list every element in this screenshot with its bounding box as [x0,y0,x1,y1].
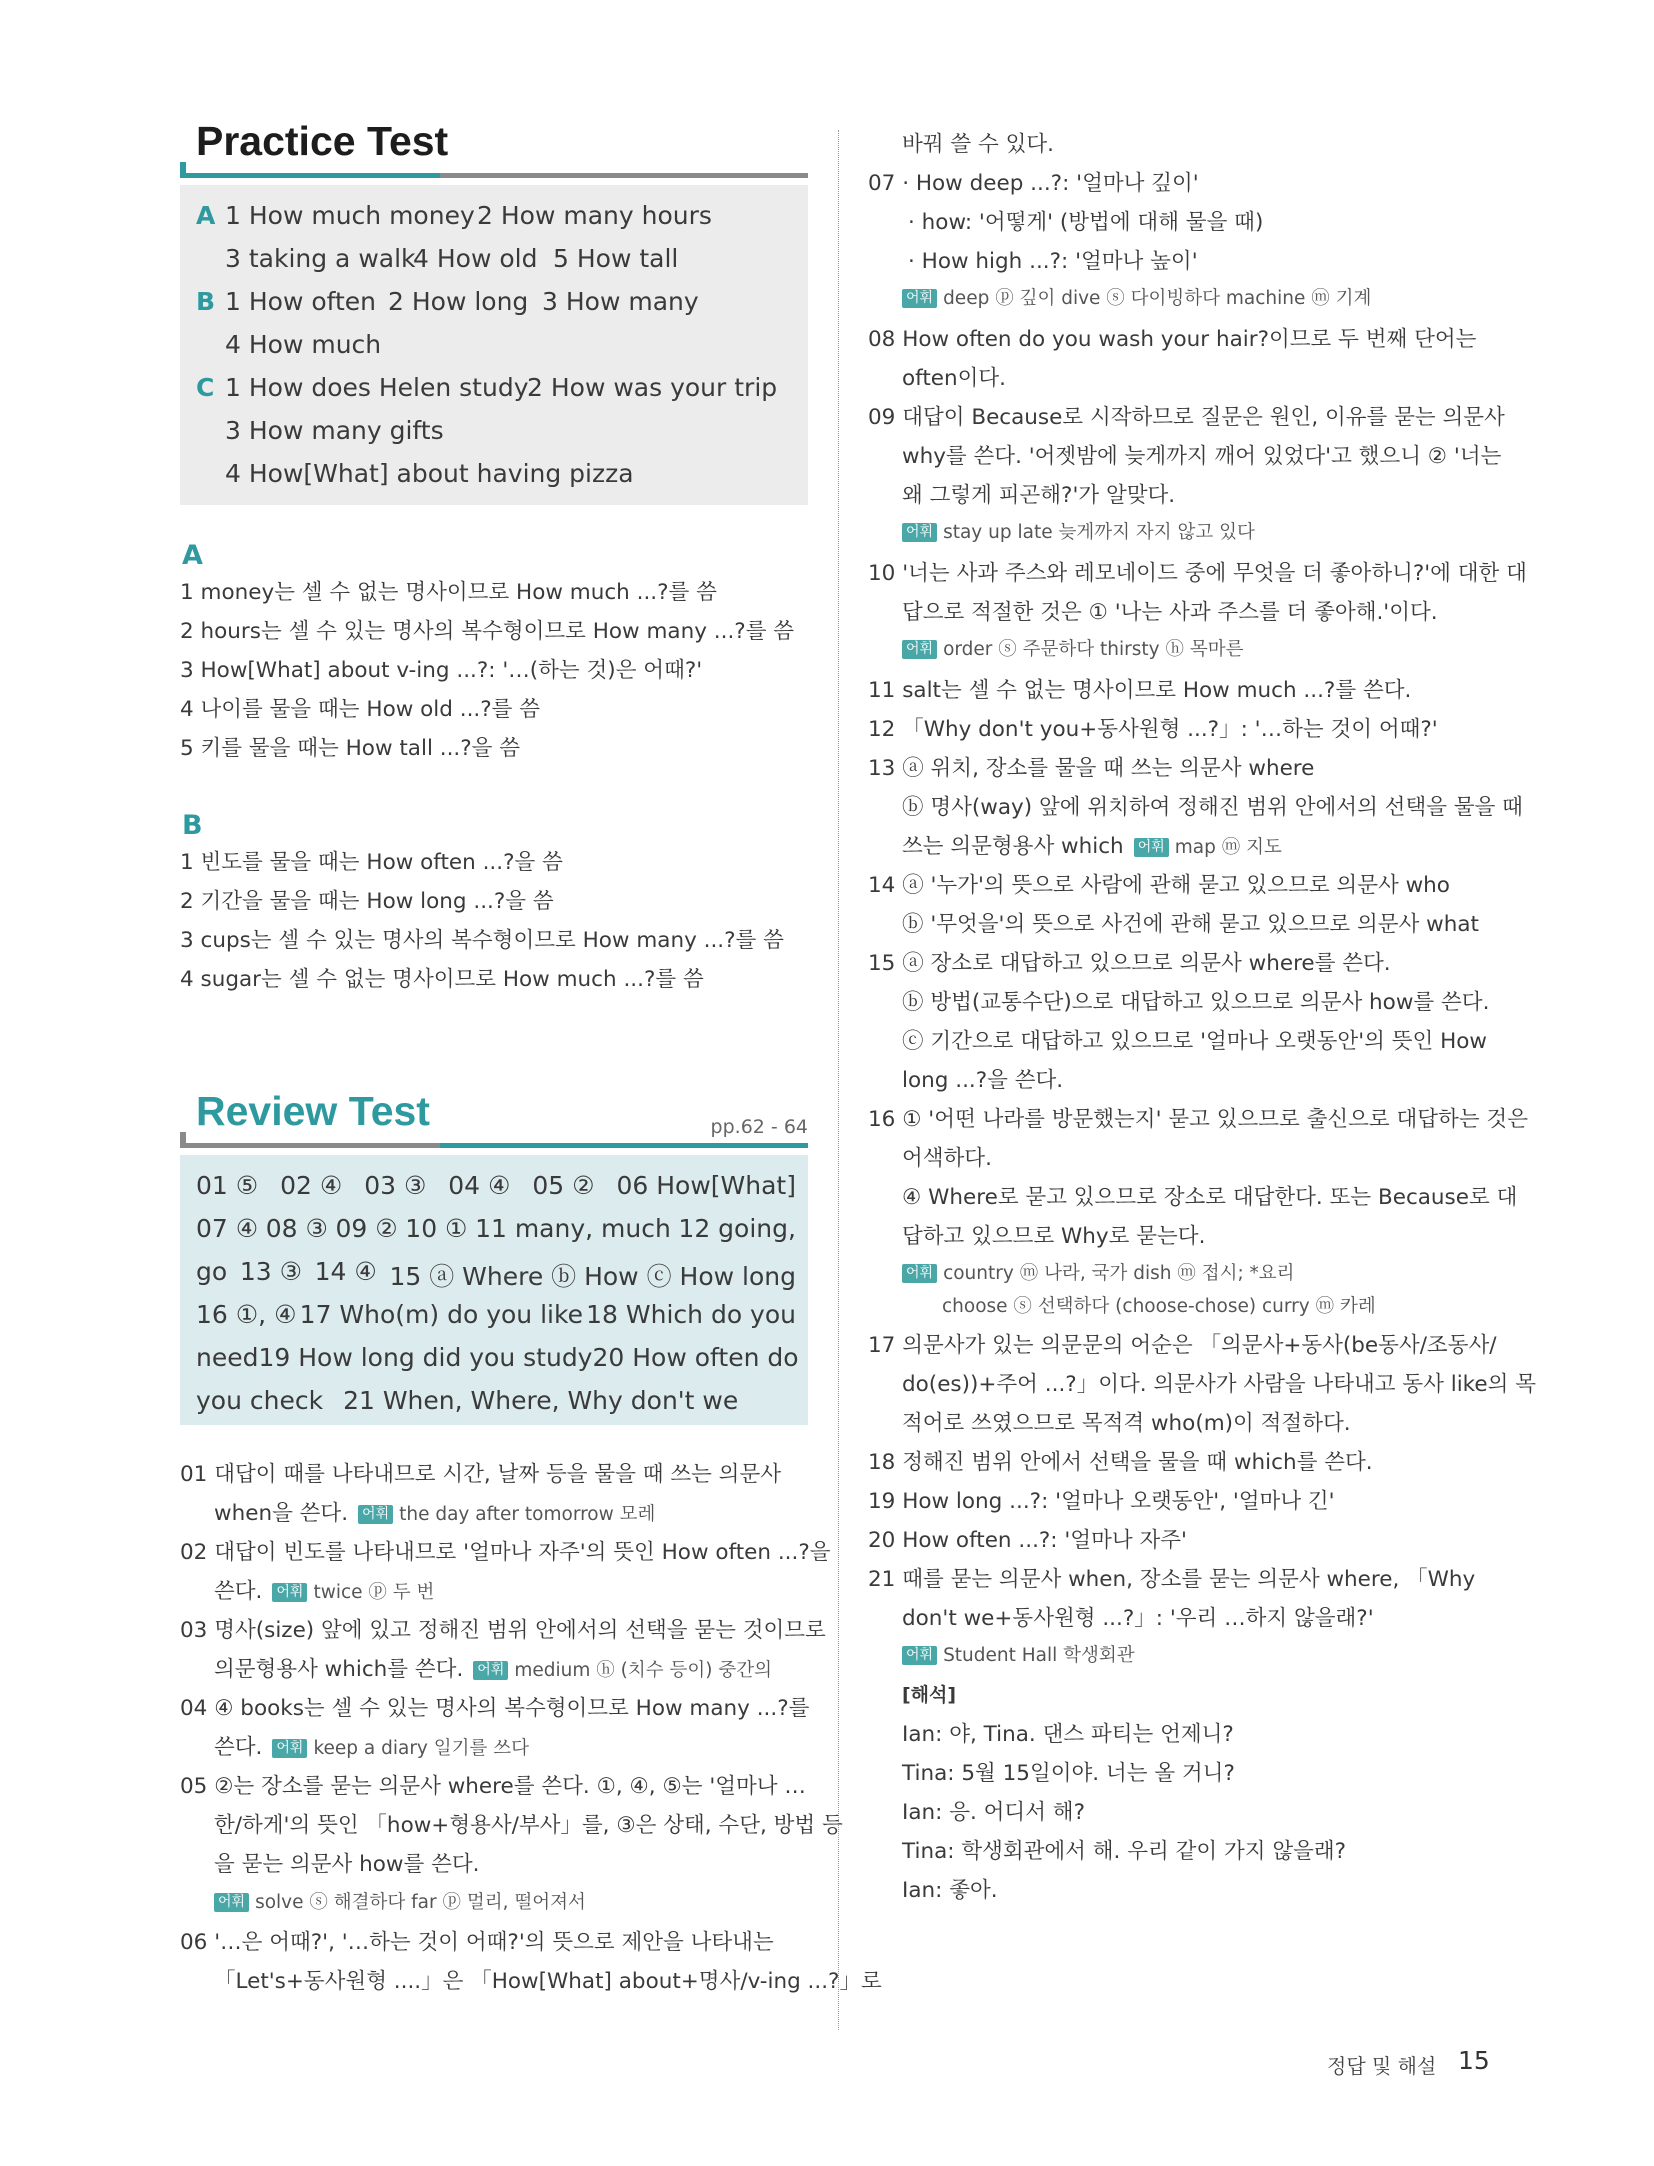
dialogue-line: Ian: 응. 어디서 해? [902,1800,1085,1825]
answer-item: go [196,1257,228,1286]
vocab-note [902,1259,1295,1289]
explanation-line [214,1572,434,1611]
vocab-tag: 어휘 [902,640,937,659]
explanation-line: 07 · How deep ...?: '얼마나 깊이' [868,171,1199,196]
vocab-text: country ⓜ 나라, 국가 dish ⓜ 접시; *요리 [943,1263,1295,1284]
vocab-note [272,1582,434,1603]
explanation-line: ④ Where로 묻고 있으므로 장소로 대답한다. 또는 Because로 대 [902,1185,1518,1210]
explanation-heading-a: A [182,540,203,571]
vocab-text: order ⓢ 주문하다 thirsty ⓗ 목마른 [943,639,1244,660]
explanation-line: 한/하게'의 뜻인 「how+형용사/부사」를, ③은 상태, 수단, 방법 등 [214,1813,843,1838]
explanation-line: 03 명사(size) 앞에 있고 정해진 범위 안에서의 선택을 묻는 것이므로 [180,1618,826,1643]
explanation-line: · how: '어떻게' (방법에 대해 물을 때) [908,210,1264,235]
dialogue-line: Ian: 좋아. [902,1878,998,1903]
answer-item: 04 ④ [448,1171,511,1200]
explanation-line: 09 대답이 Because로 시작하므로 질문은 원인, 이유를 묻는 의문사 [868,405,1505,430]
explanation-line: 답으로 적절한 것은 ① '나는 사과 주스를 더 좋아해.'이다. [902,600,1438,625]
title-underline-gray [440,173,808,178]
answer-item: 5 How tall [553,244,679,273]
vocab-note [272,1738,529,1759]
vocab-text: stay up late 늦게까지 자지 않고 있다 [943,522,1255,543]
explanation-line: 을 묻는 의문사 how를 쓴다. [214,1852,480,1877]
explanation-line: often이다. [902,366,1007,391]
footer-section-label: 정답 및 해설 [1327,2054,1437,2078]
vocab-tag: 어휘 [902,523,937,542]
explanation-line: 08 How often do you wash your hair?이므로 두 번째 단어는 [868,327,1477,352]
explanation-line: 왜 그렇게 피곤해?'가 알맞다. [902,483,1176,508]
answer-item: 4 How much [225,330,382,359]
vocab-text: map ⓜ 지도 [1174,837,1282,858]
vocab-note [214,1888,586,1918]
answer-section-label-a: A [196,201,216,230]
answer-item: 1 How does Helen study [225,373,529,402]
explanation-line: 04 ④ books는 셀 수 있는 명사의 복수형이므로 How many ...?를 [180,1696,810,1721]
explanation-line: 18 정해진 범위 안에서 선택을 물을 때 which를 쓴다. [868,1450,1373,1475]
explanation-text: 의문형용사 which를 쓴다. [214,1657,464,1682]
explanation-line: 17 의문사가 있는 의문문의 어순은 「의문사+동사(be동사/조동사/ [868,1333,1497,1358]
explanation-line: 4 나이를 물을 때는 How old ...?를 씀 [180,697,541,722]
vocab-note [902,635,1243,665]
page-number: 15 [1458,2046,1490,2075]
answer-item: 19 How long did you study [258,1343,593,1372]
explanation-line: 3 cups는 셀 수 있는 명사의 복수형이므로 How many ...?를 씀 [180,928,784,953]
title-underline-gray-left [180,1143,440,1148]
answer-item: 01 ⑤ [196,1171,259,1200]
explanation-line: do(es))+주어 ...?」이다. 의문사가 사람을 나타내고 동사 like의 목 [902,1372,1536,1397]
dialogue-line: Ian: 야, Tina. 댄스 파티는 언제니? [902,1722,1234,1747]
answer-item: 3 How many [542,287,699,316]
explanation-line: 19 How long ...?: '얼마나 오랫동안', '얼마나 긴' [868,1489,1335,1514]
vocab-note [473,1660,772,1681]
explanation-heading-b: B [182,810,203,841]
vocab-text: twice ⓟ 두 번 [313,1582,435,1603]
vocab-tag: 어휘 [358,1505,393,1524]
dialogue-line: Tina: 5월 15일이야. 너는 올 거니? [902,1761,1235,1786]
vocab-note [902,518,1255,548]
explanation-line [902,827,1282,866]
explanation-line: 적어로 쓰였으므로 목적격 who(m)이 적절하다. [902,1411,1351,1436]
explanation-line: 10 '너는 사과 주스와 레모네이드 중에 무엇을 더 좋아하니?'에 대한 대 [868,561,1527,586]
explanation-line: 13 ⓐ 위치, 장소를 물을 때 쓰는 의문사 where [868,756,1315,781]
vocab-text: Student Hall 학생회관 [943,1645,1135,1666]
explanation-text: 쓰는 의문형용사 which [902,834,1124,859]
vocab-note [1134,837,1282,858]
vocab-tag: 어휘 [272,1583,307,1602]
explanation-line: 02 대답이 빈도를 나타내므로 '얼마나 자주'의 뜻인 How often ...?을 [180,1540,831,1565]
answer-item: 3 How many gifts [225,416,444,445]
vocab-note [902,1641,1135,1671]
explanation-line: 「Let's+동사원형 ....」은 「How[What] about+명사/v-ing ...?」로 [214,1969,882,1994]
explanation-line: ⓑ 방법(교통수단)으로 대답하고 있으므로 의문사 how를 쓴다. [902,990,1490,1015]
vocab-tag: 어휘 [214,1893,249,1912]
explanation-line: 1 money는 셀 수 없는 명사이므로 How much ...?를 씀 [180,580,717,605]
vocab-text: keep a diary 일기를 쓰다 [313,1738,529,1759]
vocab-tag: 어휘 [902,1646,937,1665]
answer-item: need [196,1343,259,1372]
review-answer-line [196,1257,796,1293]
explanation-line: long ...?을 쓴다. [902,1068,1064,1093]
answer-item: 21 When, Where, Why don't we [343,1386,739,1415]
answer-item: 15 ⓐ Where ⓑ How ⓒ How long [389,1262,796,1291]
practice-test-title: Practice Test [196,118,449,164]
explanation-line: 21 때를 묻는 의문사 when, 장소를 묻는 의문사 where, 「Why [868,1567,1476,1592]
explanation-line: 16 ① '어떤 나라를 방문했는지' 묻고 있으므로 출신으로 대답하는 것은 [868,1107,1528,1132]
answer-item: 13 ③ [239,1257,302,1286]
answer-section-label-c: C [196,373,215,402]
explanation-line: 3 How[What] about v-ing ...?: '…(하는 것)은 어때?' [180,658,703,683]
explanation-line: 5 키를 물을 때는 How tall ...?을 씀 [180,736,521,761]
answer-item: 18 Which do you [586,1300,796,1329]
explanation-line: don't we+동사원형 ...?」: '우리 …하지 않을래?' [902,1606,1374,1631]
explanation-line [214,1494,655,1533]
answer-item: 09 ② [335,1214,398,1243]
answer-item: 4 How[What] about having pizza [225,459,634,488]
translation-heading: [해석] [902,1684,957,1706]
explanation-line: 06 '…은 어때?', '…하는 것이 어때?'의 뜻으로 제안을 나타내는 [180,1930,774,1955]
vocab-text: deep ⓟ 깊이 dive ⓢ 다이빙하다 machine ⓜ 기계 [943,288,1372,309]
answer-item: 10 ① [405,1214,468,1243]
explanation-line: 12 「Why don't you+동사원형 ...?」: '…하는 것이 어때?' [868,717,1438,742]
review-answer-line [196,1171,796,1200]
answer-item: 4 How old [413,244,538,273]
answer-item: 1 How much money [225,201,475,230]
answer-item: 12 going, [678,1214,796,1243]
answer-item: 07 ④ [196,1214,259,1243]
explanation-line: 11 salt는 셀 수 없는 명사이므로 How much ...?를 쓴다. [868,678,1412,703]
explanation-line: why를 쓴다. '어젯밤에 늦게까지 깨어 있었다'고 했으니 ② '너는 [902,444,1502,469]
vocab-text: solve ⓢ 해결하다 far ⓟ 멀리, 떨어져서 [255,1892,586,1913]
answer-item: 2 How was your trip [527,373,778,402]
explanation-line: 01 대답이 때를 나타내므로 시간, 날짜 등을 물을 때 쓰는 의문사 [180,1462,781,1487]
dialogue-line: Tina: 학생회관에서 해. 우리 같이 가지 않을래? [902,1839,1347,1864]
explanation-line: · How high ...?: '얼마나 높이' [908,249,1198,274]
answer-item: 05 ② [532,1171,595,1200]
answer-item: 06 How[What] [616,1171,796,1200]
explanation-text: when을 쓴다. [214,1501,349,1526]
explanation-line: 15 ⓐ 장소로 대답하고 있으므로 의문사 where를 쓴다. [868,951,1391,976]
vocab-text: the day after tomorrow 모레 [399,1504,656,1525]
explanation-text: 쓴다. [214,1735,263,1760]
vocab-tag: 어휘 [902,1264,937,1283]
answer-item: 17 Who(m) do you like [299,1300,583,1329]
column-divider [838,130,839,2030]
answer-item: 3 taking a walk [225,244,416,273]
review-answer-line [196,1343,799,1372]
vocab-note [358,1504,655,1525]
explanation-line: 20 How often ...?: '얼마나 자주' [868,1528,1187,1553]
explanation-line: 2 hours는 셀 수 있는 명사의 복수형이므로 How many ...?를 씀 [180,619,795,644]
answer-item: 08 ③ [265,1214,328,1243]
answer-section-label-b: B [196,287,216,316]
review-test-title: Review Test [196,1088,430,1134]
explanation-text: 쓴다. [214,1579,263,1604]
answer-item: 20 How often do [592,1343,799,1372]
vocab-tag: 어휘 [1134,838,1169,857]
answer-item: 11 many, much [475,1214,671,1243]
vocab-note-continued: choose ⓢ 선택하다 (choose-chose) curry ⓜ 카레 [942,1296,1376,1317]
explanation-line: ⓑ 명사(way) 앞에 위치하여 정해진 범위 안에서의 선택을 물을 때 [902,795,1523,820]
answer-item: 03 ③ [364,1171,427,1200]
title-underline-teal-right [440,1143,808,1148]
review-answer-box [180,1155,808,1425]
explanation-line [214,1650,772,1689]
review-answer-line [196,1300,796,1329]
vocab-note [902,284,1371,314]
answer-item: you check [196,1386,324,1415]
answer-item: 1 How often [225,287,377,316]
explanation-line: 답하고 있으므로 Why로 묻는다. [902,1224,1206,1249]
explanation-line: ⓑ '무엇을'의 뜻으로 사건에 관해 묻고 있으므로 의문사 what [902,912,1479,937]
review-test-header [180,1090,808,1140]
answer-item: 2 How long [388,287,529,316]
explanation-line: 어색하다. [902,1146,992,1171]
explanation-line: 1 빈도를 물을 때는 How often ...?을 씀 [180,850,563,875]
explanation-line: 2 기간을 물을 때는 How long ...?을 씀 [180,889,554,914]
explanation-line: 14 ⓐ '누가'의 뜻으로 사람에 관해 묻고 있으므로 의문사 who [868,873,1450,898]
vocab-text: medium ⓗ (치수 등이) 중간의 [514,1660,772,1681]
vocab-tag: 어휘 [272,1739,307,1758]
answer-item: 14 ④ [314,1257,377,1286]
explanation-line: 바꿔 쓸 수 있다. [902,132,1054,157]
vocab-tag: 어휘 [902,289,937,308]
title-underline-teal [180,173,440,178]
explanation-line: 05 ②는 장소를 묻는 의문사 where를 쓴다. ①, ④, ⑤는 '얼마나 … [180,1774,806,1799]
answer-item: 2 How many hours [477,201,712,230]
answer-item: 02 ④ [280,1171,343,1200]
explanation-line [214,1728,529,1767]
page-reference: pp.62 - 64 [710,1116,808,1138]
practice-answer-box [180,185,808,505]
explanation-line: 4 sugar는 셀 수 없는 명사이므로 How much ...?를 씀 [180,967,704,992]
practice-test-header [180,120,808,170]
explanation-line: ⓒ 기간으로 대답하고 있으므로 '얼마나 오랫동안'의 뜻인 How [902,1029,1487,1054]
review-answer-line [196,1386,796,1415]
vocab-tag: 어휘 [473,1661,508,1680]
answer-item: 16 ①, ④ [196,1300,297,1329]
review-answer-line [196,1214,796,1243]
